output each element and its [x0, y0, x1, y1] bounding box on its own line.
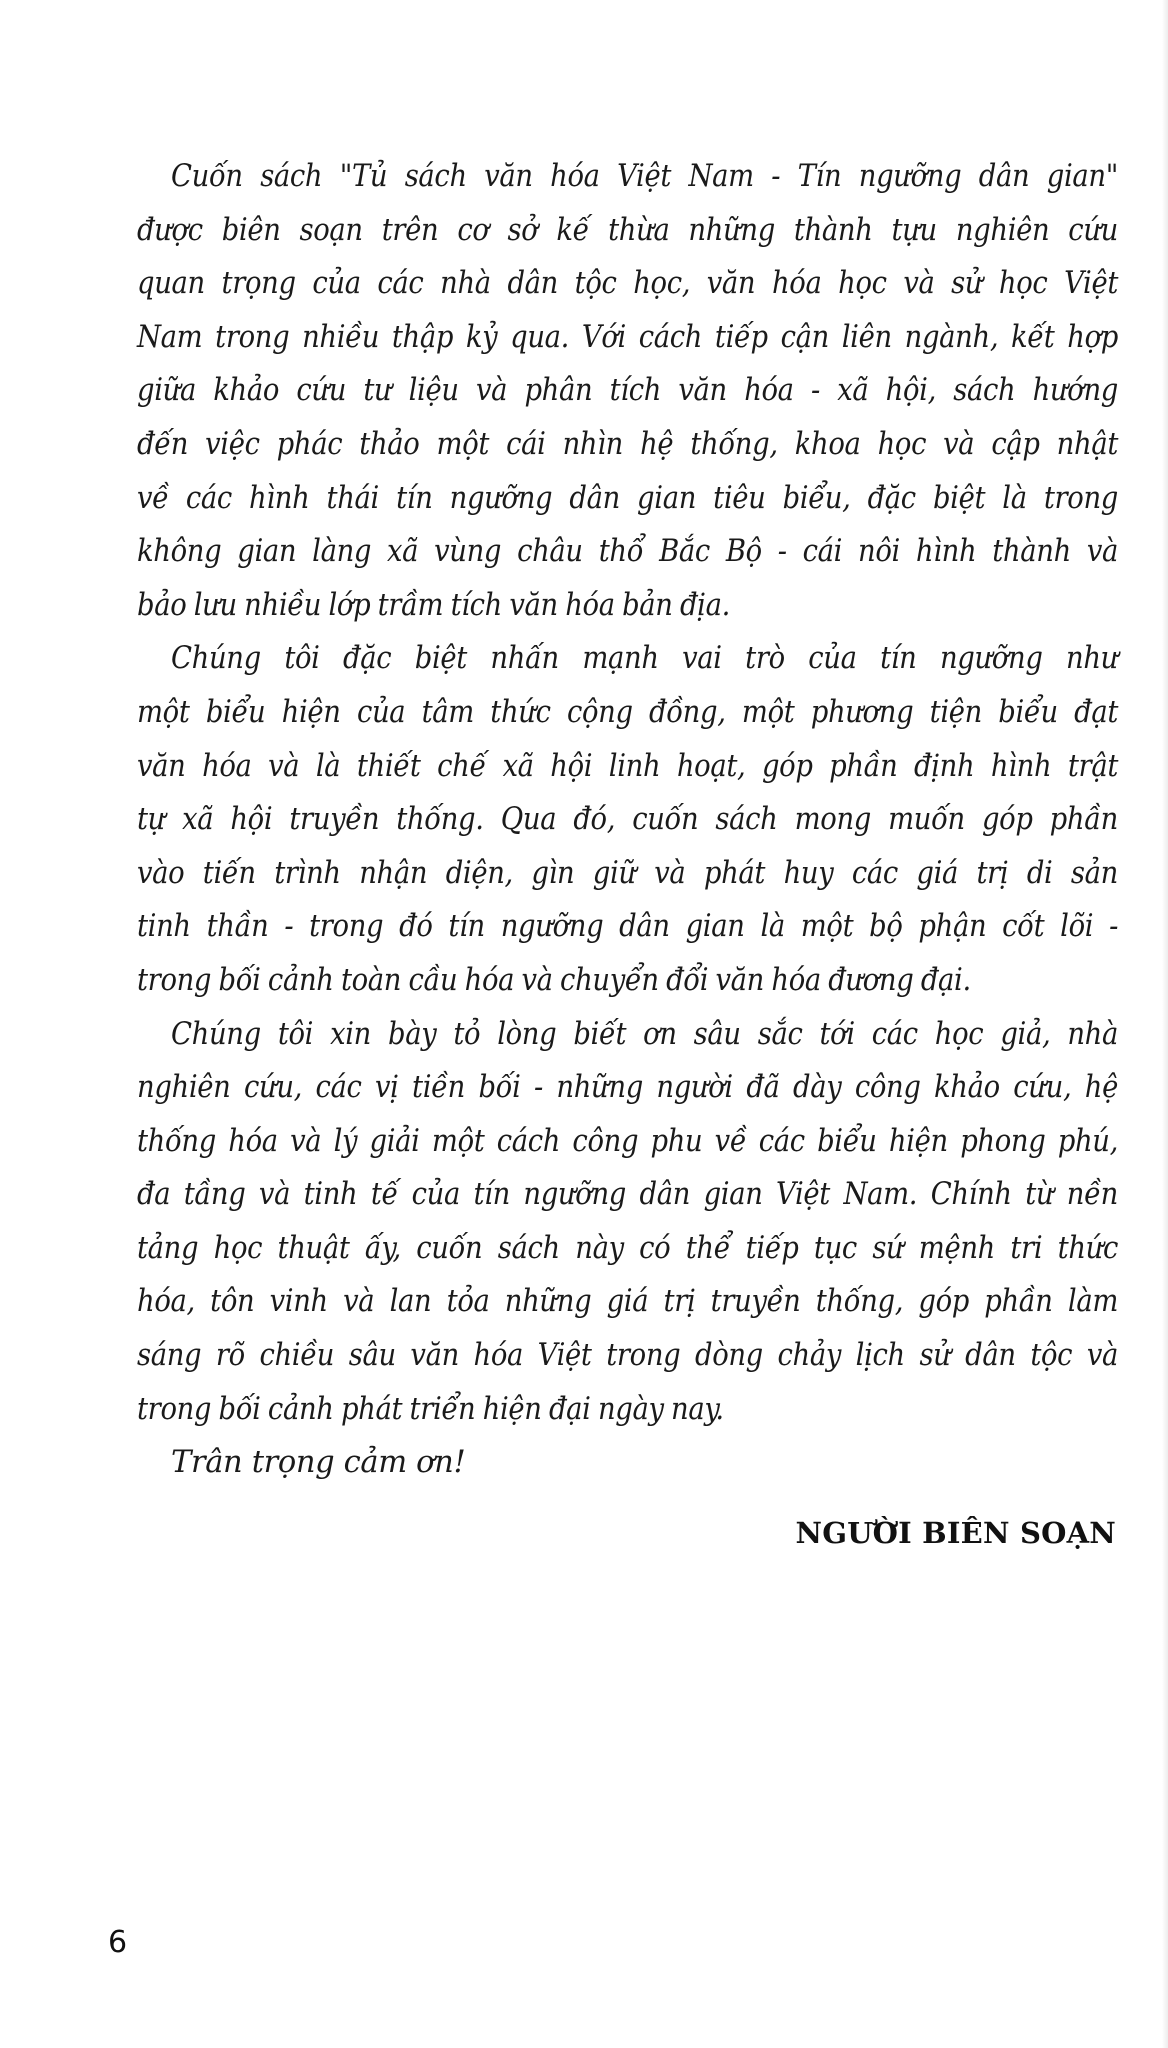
text-line: văn hóa và là thiết chế xã hội linh hoạt, góp phần định hình trật [137, 748, 1118, 784]
text-line: giữa khảo cứu tư liệu và phân tích văn hóa - xã hội, sách hướng [137, 373, 1118, 409]
text-line: Nam trong nhiều thập kỷ qua. Với cách tiếp cận liên ngành, kết hợp [137, 319, 1118, 355]
text-line: nghiên cứu, các vị tiền bối - những người đã dày công khảo cứu, hệ [137, 1070, 1118, 1106]
text-line: sáng rõ chiều sâu văn hóa Việt trong dòng chảy lịch sử dân tộc và [137, 1338, 1118, 1374]
text-line: vào tiến trình nhận diện, gìn giữ và phát huy các giá trị di sản [137, 855, 1118, 891]
page-edge [1162, 0, 1168, 2048]
text-line: tảng học thuật ấy, cuốn sách này có thể tiếp tục sứ mệnh tri thức [137, 1230, 1118, 1266]
paragraph-1 [137, 150, 1118, 632]
text-line: thống hóa và lý giải một cách công phu về các biểu hiện phong phú, [137, 1123, 1118, 1159]
text-line: hóa, tôn vinh và lan tỏa những giá trị truyền thống, góp phần làm [137, 1284, 1118, 1320]
text-line: bảo lưu nhiều lớp trầm tích văn hóa bản địa. [137, 587, 730, 623]
text-line: không gian làng xã vùng châu thổ Bắc Bộ - cái nôi hình thành và [137, 534, 1118, 570]
text-line: trong bối cảnh phát triển hiện đại ngày nay. [137, 1391, 724, 1427]
body-text [137, 150, 1118, 1490]
text-line: tự xã hội truyền thống. Qua đó, cuốn sách mong muốn góp phần [137, 802, 1118, 838]
text-line: được biên soạn trên cơ sở kế thừa những thành tựu nghiên cứu [137, 212, 1118, 248]
closing-line: Trân trọng cảm ơn! [171, 1445, 466, 1481]
text-line: đa tầng và tinh tế của tín ngưỡng dân gian Việt Nam. Chính từ nền [137, 1177, 1118, 1213]
text-line: Chúng tôi xin bày tỏ lòng biết ơn sâu sắc tới các học giả, nhà [171, 1016, 1118, 1052]
text-line: về các hình thái tín ngưỡng dân gian tiêu biểu, đặc biệt là trong [137, 480, 1118, 516]
page-number: 6 [108, 1925, 128, 1960]
text-line: tinh thần - trong đó tín ngưỡng dân gian là một bộ phận cốt lõi - [137, 909, 1118, 945]
signature: NGƯỜI BIÊN SOẠN [795, 1516, 1116, 1550]
text-line: trong bối cảnh toàn cầu hóa và chuyển đổi văn hóa đương đại. [137, 962, 971, 998]
paragraph-2 [137, 632, 1118, 1007]
text-line: Cuốn sách "Tủ sách văn hóa Việt Nam - Tín ngưỡng dân gian" [171, 159, 1118, 194]
text-line: một biểu hiện của tâm thức cộng đồng, một phương tiện biểu đạt [137, 694, 1118, 730]
text-line: Chúng tôi đặc biệt nhấn mạnh vai trò của tín ngưỡng như [171, 641, 1118, 677]
paragraph-3 [137, 1008, 1118, 1437]
text-line: quan trọng của các nhà dân tộc học, văn hóa học và sử học Việt [137, 266, 1118, 302]
text-line: đến việc phác thảo một cái nhìn hệ thống, khoa học và cập nhật [137, 426, 1118, 462]
